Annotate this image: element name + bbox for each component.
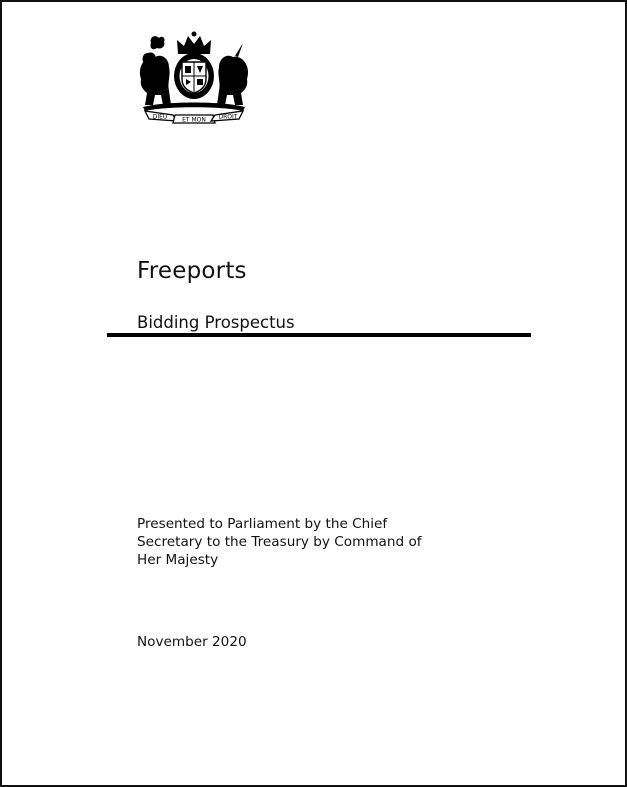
presented-statement: Presented to Parliament by the Chief Secretary to the Treasury by Command of Her Majesty (137, 516, 422, 568)
motto-right: DROIT (218, 113, 238, 121)
document-subtitle: Bidding Prospectus (137, 313, 295, 332)
publication-date: November 2020 (137, 634, 247, 650)
title-rule (107, 333, 531, 337)
royal-coat-of-arms-icon (135, 29, 253, 125)
motto-middle: ET MON (182, 116, 206, 124)
document-title: Freeports (137, 258, 247, 284)
motto-left: DIEU (152, 113, 168, 121)
